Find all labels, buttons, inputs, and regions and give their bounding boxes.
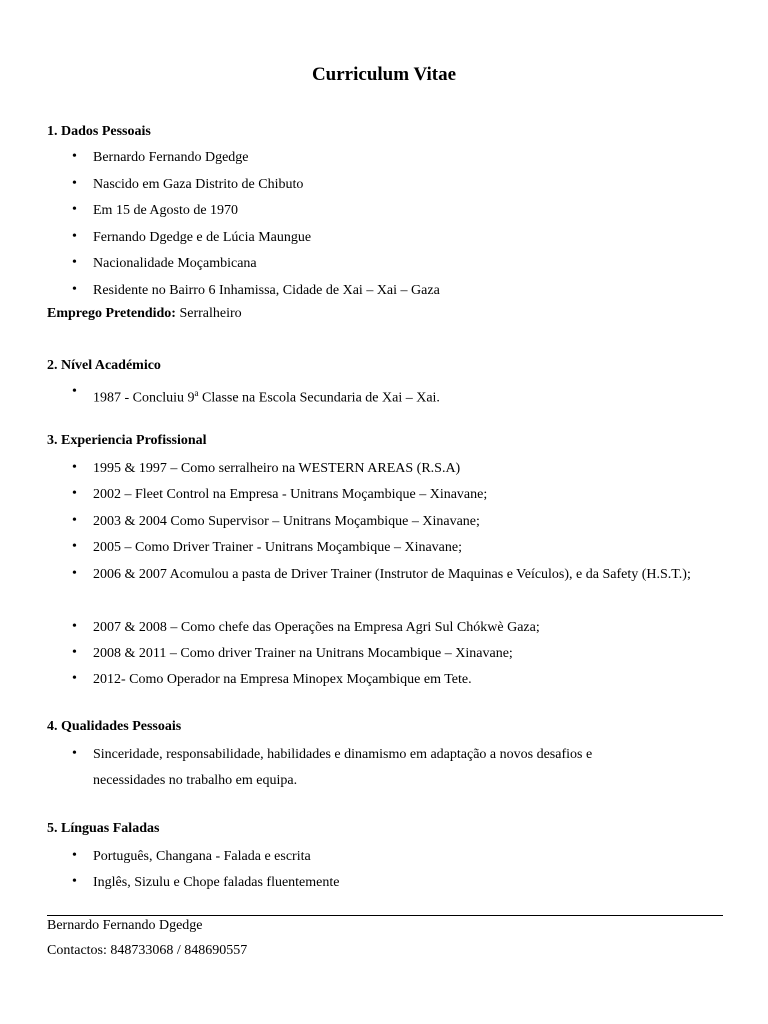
footer-name: Bernardo Fernando Dgedge xyxy=(47,918,203,933)
list-item: 2003 & 2004 Como Supervisor – Unitrans Moçambique – Xinavane; xyxy=(93,514,480,529)
list-item: 2007 & 2008 – Como chefe das Operações na Empresa Agri Sul Chókwè Gaza; xyxy=(93,620,540,635)
bullet-icon: • xyxy=(72,566,77,581)
desired-job-value: Serralheiro xyxy=(175,306,242,321)
bullet-icon: • xyxy=(72,176,77,191)
list-item: Nacionalidade Moçambicana xyxy=(93,256,257,271)
education-text-end: Classe na Escola Secundaria de Xai – Xai. xyxy=(198,390,440,406)
desired-job-line xyxy=(47,306,242,322)
bullet-icon: • xyxy=(72,149,77,164)
bullet-icon: • xyxy=(72,460,77,475)
bullet-icon: • xyxy=(72,202,77,217)
bullet-icon: • xyxy=(72,486,77,501)
education-superscript: a xyxy=(194,388,199,398)
section-heading-dados-pessoais: 1. Dados Pessoais xyxy=(47,124,151,139)
bullet-icon: • xyxy=(72,671,77,686)
bullet-icon: • xyxy=(72,746,77,761)
list-item xyxy=(93,380,723,412)
list-item: 2002 – Fleet Control na Empresa - Unitrans Moçambique – Xinavane; xyxy=(93,487,488,502)
list-item: Sinceridade, responsabilidade, habilidades e dinamismo em adaptação a novos desafios e necessidades no trabalho em equipa. xyxy=(93,747,593,788)
list-item: 2005 – Como Driver Trainer - Unitrans Moçambique – Xinavane; xyxy=(93,540,462,555)
page-title: Curriculum Vitae xyxy=(311,64,457,85)
list-item: Residente no Bairro 6 Inhamissa, Cidade de Xai – Xai – Gaza xyxy=(93,283,440,298)
list-item: Inglês, Sizulu e Chope faladas fluentemente xyxy=(93,875,340,890)
section-heading-linguas: 5. Línguas Faladas xyxy=(47,821,160,836)
list-item: Português, Changana - Falada e escrita xyxy=(93,849,311,864)
bullet-icon: • xyxy=(72,874,77,889)
list-item: Bernardo Fernando Dgedge xyxy=(93,150,249,165)
bullet-icon: • xyxy=(72,539,77,554)
list-item: 1995 & 1997 – Como serralheiro na WESTERN AREAS (R.S.A) xyxy=(93,461,461,476)
list-item: 2006 & 2007 Acomulou a pasta de Driver Trainer (Instrutor de Maquinas e Veículos), e da Safety (H.S.T.); xyxy=(93,567,691,582)
footer-divider xyxy=(47,915,723,916)
list-item: 2008 & 2011 – Como driver Trainer na Unitrans Mocambique – Xinavane; xyxy=(93,646,513,661)
education-text-start: 1987 - Concluiu 9 xyxy=(93,390,195,406)
bullet-icon: • xyxy=(72,229,77,244)
bullet-icon: • xyxy=(72,282,77,297)
bullet-icon: • xyxy=(72,619,77,634)
section-heading-qualidades: 4. Qualidades Pessoais xyxy=(47,719,182,734)
section-heading-nivel-academico: 2. Nível Académico xyxy=(47,358,161,373)
list-item: Fernando Dgedge e de Lúcia Maungue xyxy=(93,230,312,245)
list-item: 2012- Como Operador na Empresa Minopex Moçambique em Tete. xyxy=(93,672,472,687)
bullet-icon: • xyxy=(72,384,77,399)
list-item: Em 15 de Agosto de 1970 xyxy=(93,203,239,218)
section-heading-experiencia: 3. Experiencia Profissional xyxy=(47,433,207,448)
bullet-icon: • xyxy=(72,513,77,528)
bullet-icon: • xyxy=(72,255,77,270)
desired-job-label: Emprego Pretendido: xyxy=(47,306,176,321)
footer-contacts: Contactos: 848733068 / 848690557 xyxy=(47,943,248,958)
bullet-icon: • xyxy=(72,848,77,863)
list-item: Nascido em Gaza Distrito de Chibuto xyxy=(93,177,304,192)
bullet-icon: • xyxy=(72,645,77,660)
